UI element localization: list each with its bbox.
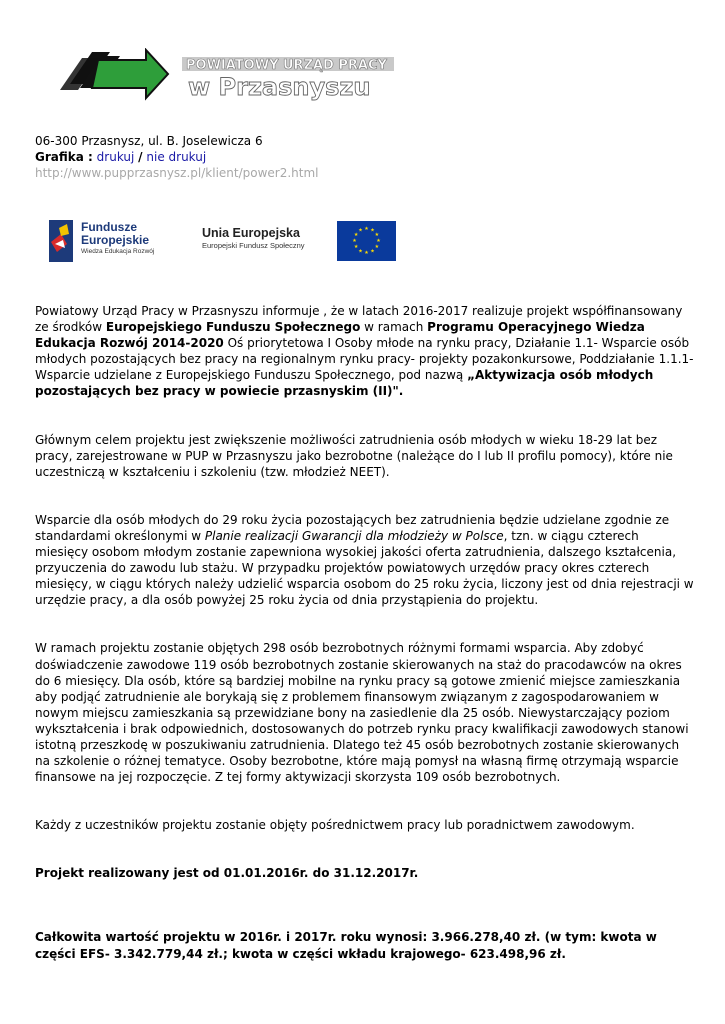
fundusze-europejskie-logo [47,218,187,266]
svg-text:★: ★ [364,250,369,256]
paragraph-intro: Powiatowy Urząd Pracy w Przasnyszu informuje , że w latach 2016-2017 realizuje projekt współfinansowany ze środków Europejskiego Funduszu Społecznego w ramach Programu Operacyjnego Wiedza Edukacja Rozwój 2014-2020 Oś priorytetowa I Osoby młode na rynku pracy, Działanie 1.1- Wsparcie osób młodych pozostających bez pracy na regionalnym rynku pracy- projekty pozakonkursowe, Poddziałanie 1.1.1- Wsparcie udzielane z Europejskiego Funduszu Społecznego, pod nazwą „Aktywizacja osób młodych pozostających bez pracy w powiecie przasnyskim (II)". [35,304,694,399]
fe-line1: Fundusze [81,220,137,234]
svg-text:★: ★ [374,232,380,238]
article-body [35,303,695,994]
svg-text:★: ★ [353,232,359,238]
page-url: http://www.pupprzasnysz.pl/klient/power2.html [35,166,319,180]
grafika-line [35,149,319,165]
ue-line2: Europejski Fundusz Społeczny [202,241,305,250]
grafika-separator: / [138,150,143,164]
address: 06-300 Przasnysz, ul. B. Joselewicza 6 [35,134,263,148]
ue-line1: Unia Europejska [202,226,300,240]
pup-logo-graphic [58,48,398,110]
paragraph-participants: Każdy z uczestników projektu zostanie objęty pośrednictwem pracy lub poradnictwem zawodowym. [35,818,635,833]
logo-line1: POWIATOWY URZĄD PRACY [186,58,387,73]
pup-logo [58,48,398,110]
unia-europejska-label [202,226,305,251]
logo-line2: w Przasnyszu [188,73,371,101]
svg-text:★: ★ [358,227,363,234]
grafika-label: Grafika : [35,150,93,164]
fe-star-icon [47,218,79,264]
header-info [35,133,319,181]
paragraph-value: Całkowita wartość projektu w 2016r. i 2017r. roku wynosi: 3.966.278,40 zł. (w tym: kwota w części EFS- 3.342.779,44 zł.; kwota w części wkładu krajowego- 623.498,96 zł. [35,930,657,961]
svg-text:★: ★ [353,244,359,250]
paragraph-dates: Projekt realizowany jest od 01.01.2016r. do 31.12.2017r. [35,866,419,881]
eu-logos-row [47,218,407,266]
svg-text:★: ★ [352,238,357,244]
svg-text:★: ★ [370,248,375,255]
print-link[interactable]: drukuj [96,150,135,164]
paragraph-support: Wsparcie dla osób młodych do 29 roku życia pozostających bez zatrudnienia będzie udzielane zgodnie ze standardami określonymi w Planie realizacji Gwarancji dla młodzieży w Polsce, tzn. w ciągu czterech miesięcy osobom młodym zostanie zapewniona wysokiej jakości oferta zatrudnienia, dalszego kształcenia, przyuczenia do zawodu lub stażu. W przypadku projektów powiatowych urzędów pracy okres czterech miesięcy, w ciągu których należy udzielić wsparcia osobom do 25 roku życia, liczony jest od dnia rejestracji w urzędzie pracy, a dla osób powyżej 25 roku życia od dnia przystąpienia do projektu. [35,512,694,608]
svg-text:★: ★ [370,227,375,234]
fe-line3: Wiedza Edukacja Rozwój [81,248,155,255]
fe-line2: Europejskie [81,233,150,247]
eu-flag-icon [337,221,396,261]
svg-text:★: ★ [374,244,380,250]
noprint-link[interactable]: nie drukuj [146,150,207,164]
paragraph-scope: W ramach projektu zostanie objętych 298 osób bezrobotnych różnymi formami wsparcia. Aby zdobyć doświadczenie zawodowe 119 osób bezrobotnych zostanie skierowanych na staż do pracodawców na okres do 6 miesięcy. Dla osób, które są bardziej mobilne na rynku pracy są gotowe zmienić miejsce zamieszkania aby podjąć zatrudnienie ale borykają się z problemem finansowym związanym z zagospodarowaniem w nowym miejscu zamieszkania są przewidziane bony na zasiedlenie dla 25 osób. Niewystarczający poziom wykształcenia i brak odpowiednich, dostosowanych do potrzeb rynku pracy kwalifikacji zawodowych stanowi istotną przeszkodę w poszukiwaniu zatrudnienia. Dlatego też 45 osób bezrobotnych zostanie skierowanych na szkolenie o różnej tematyce. Osoby bezrobotne, które mają pomysł na własną firmę otrzymają wsparcie finansowe na jej rozpoczęcie. Z tej formy aktywizacji skorzysta 109 osób bezrobotnych. [35,641,689,785]
svg-text:★: ★ [358,248,363,255]
svg-text:★: ★ [376,238,381,244]
paragraph-goal: Głównym celem projektu jest zwiększenie możliwości zatrudnienia osób młodych w wieku 18-29 lat bez pracy, zarejestrowane w PUP w Przasnyszu jako bezrobotne (należące do I lub II profilu pomocy), które nie uczestniczą w kształceniu i szkoleniu (tzw. młodzież NEET). [35,432,673,479]
svg-text:★: ★ [364,226,369,232]
